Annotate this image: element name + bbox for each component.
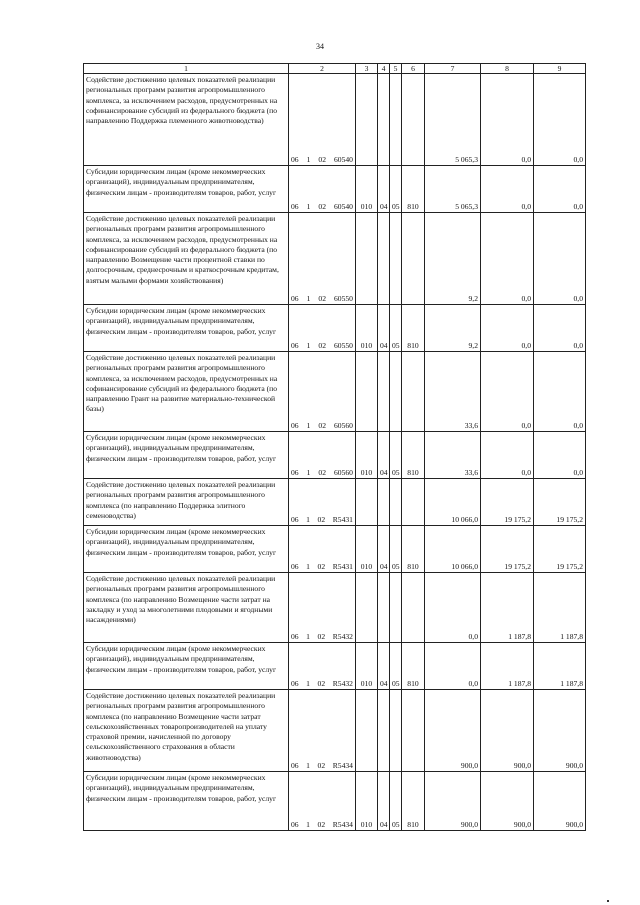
cell-c8: 0,0 (481, 74, 534, 166)
code-part: 02 (317, 819, 326, 829)
code-part: 60550 (333, 293, 353, 303)
code-part: 06 (291, 631, 299, 641)
code-part: 60540 (333, 154, 353, 164)
table-row (84, 74, 586, 166)
code-part: R5432 (332, 678, 353, 688)
cell-c8: 0,0 (481, 432, 534, 479)
page-number: 34 (316, 42, 324, 51)
cell-c7: 0,0 (425, 643, 481, 690)
cell-c5 (390, 74, 402, 166)
cell-c5 (390, 573, 402, 643)
cell-c5: 05 (390, 305, 402, 352)
cell-c8: 0,0 (481, 213, 534, 305)
row-description: Субсидии юридическим лицам (кроме некоммерческих организаций), индивидуальным предпринимателям, физическим лицам - производителям товаров, работ, услуг (84, 772, 289, 831)
cell-c4 (378, 352, 390, 432)
table-row (84, 213, 586, 305)
header-cell: 7 (425, 64, 481, 74)
code-part: 60560 (333, 467, 353, 477)
cell-c3 (356, 690, 378, 772)
row-code (289, 643, 356, 690)
code-part: 1 (306, 514, 310, 524)
cell-c4: 04 (378, 772, 390, 831)
cell-c4: 04 (378, 643, 390, 690)
cell-c9: 0,0 (534, 352, 586, 432)
cell-c6: 810 (402, 432, 425, 479)
cell-c3 (356, 352, 378, 432)
cell-c7: 0,0 (425, 573, 481, 643)
row-code (289, 573, 356, 643)
code-part: 1 (306, 201, 311, 211)
row-description: Содействие достижению целевых показателей реализации региональных программ развития агропромышленного комплекса (по направлению Возмещение части затрат на закладку и уход за многолетними плодовыми и ягодными насаждениями) (84, 573, 289, 643)
row-description: Субсидии юридическим лицам (кроме некоммерческих организаций), индивидуальным предпринимателям, физическим лицам - производителям товаров, работ, услуг (84, 166, 289, 213)
cell-c4 (378, 74, 390, 166)
cell-c3: 010 (356, 772, 378, 831)
cell-c9: 0,0 (534, 213, 586, 305)
budget-table (83, 63, 586, 831)
cell-c7: 9,2 (425, 305, 481, 352)
cell-c6 (402, 479, 425, 526)
header-cell: 9 (534, 64, 586, 74)
code-part: 02 (318, 201, 326, 211)
cell-c4 (378, 213, 390, 305)
code-part: 06 (291, 760, 299, 770)
cell-c4 (378, 479, 390, 526)
code-part: R5434 (332, 819, 353, 829)
row-code (289, 772, 356, 831)
cell-c6 (402, 352, 425, 432)
table-row (84, 643, 586, 690)
cell-c3 (356, 479, 378, 526)
code-part: 60540 (333, 201, 353, 211)
code-part: 02 (318, 467, 326, 477)
header-cell: 3 (356, 64, 378, 74)
cell-c5: 05 (390, 166, 402, 213)
cell-c9: 1 187,8 (534, 573, 586, 643)
row-description: Субсидии юридическим лицам (кроме некоммерческих организаций), индивидуальным предпринимателям, физическим лицам - производителям товаров, работ, услуг (84, 526, 289, 573)
row-code (289, 432, 356, 479)
header-cell: 5 (390, 64, 402, 74)
code-part: 60560 (333, 420, 353, 430)
cell-c5: 05 (390, 772, 402, 831)
table-body (84, 64, 586, 831)
cell-c9: 0,0 (534, 166, 586, 213)
cell-c9: 0,0 (534, 432, 586, 479)
cell-c8: 0,0 (481, 305, 534, 352)
cell-c7: 33,6 (425, 432, 481, 479)
cell-c7: 9,2 (425, 213, 481, 305)
header-row (84, 64, 586, 74)
cell-c3 (356, 213, 378, 305)
cell-c3: 010 (356, 526, 378, 573)
cell-c9: 0,0 (534, 305, 586, 352)
cell-c5 (390, 352, 402, 432)
row-description: Содействие достижению целевых показателей реализации региональных программ развития агропромышленного комплекса, за исключением расходов, предусмотренных на софинансирование субсидий из федерального бюджета (по направлению Поддержка племенного животноводства) (84, 74, 289, 166)
code-part: 1 (306, 561, 310, 571)
code-part: 06 (291, 514, 299, 524)
cell-c3: 010 (356, 166, 378, 213)
code-part: 06 (291, 154, 299, 164)
cell-c4: 04 (378, 305, 390, 352)
code-part: R5431 (332, 514, 353, 524)
cell-c8: 19 175,2 (481, 479, 534, 526)
cell-c6 (402, 573, 425, 643)
cell-c8: 900,0 (481, 690, 534, 772)
code-part: 06 (291, 467, 299, 477)
code-part: 1 (306, 631, 310, 641)
cell-c7: 10 066,0 (425, 526, 481, 573)
cell-c5: 05 (390, 643, 402, 690)
cell-c5 (390, 690, 402, 772)
table-row (84, 352, 586, 432)
cell-c8: 1 187,8 (481, 573, 534, 643)
header-cell: 4 (378, 64, 390, 74)
row-description: Субсидии юридическим лицам (кроме некоммерческих организаций), индивидуальным предпринимателям, физическим лицам - производителям товаров, работ, услуг (84, 432, 289, 479)
cell-c6: 810 (402, 166, 425, 213)
cell-c3: 010 (356, 643, 378, 690)
table-row (84, 573, 586, 643)
header-cell: 1 (84, 64, 289, 74)
row-code (289, 690, 356, 772)
code-part: 02 (318, 293, 326, 303)
code-part: 02 (317, 678, 326, 688)
row-description: Содействие достижению целевых показателей реализации региональных программ развития агропромышленного комплекса, за исключением расходов, предусмотренных на софинансирование субсидий из федерального бюджета (по направлению Возмещение части процентной ставки по долгосрочным, среднесрочным и краткосрочным кредитам, взятым малыми формами хозяйствования) (84, 213, 289, 305)
row-code (289, 479, 356, 526)
code-part: 06 (291, 293, 299, 303)
code-part: 06 (291, 420, 299, 430)
row-description: Субсидии юридическим лицам (кроме некоммерческих организаций), индивидуальным предпринимателям, физическим лицам - производителям товаров, работ, услуг (84, 305, 289, 352)
code-part: 1 (306, 340, 311, 350)
page-mark (607, 900, 609, 902)
code-part: 02 (317, 760, 326, 770)
row-description: Содействие достижению целевых показателей реализации региональных программ развития агропромышленного комплекса (по направлению Возмещение части затрат сельскохозяйственных товаропроизводителей на уплату страховой премии, начисленной по договору сельскохозяйственного страхования в области животноводства) (84, 690, 289, 772)
code-part: 06 (291, 561, 299, 571)
cell-c4 (378, 573, 390, 643)
cell-c6: 810 (402, 526, 425, 573)
code-part: 1 (306, 154, 311, 164)
code-part: 02 (317, 631, 326, 641)
cell-c9: 19 175,2 (534, 479, 586, 526)
cell-c7: 10 066,0 (425, 479, 481, 526)
cell-c5 (390, 479, 402, 526)
table-row (84, 772, 586, 831)
code-part: 06 (291, 201, 299, 211)
code-part: 1 (306, 678, 310, 688)
row-description: Содействие достижению целевых показателей реализации региональных программ развития агропромышленного комплекса, за исключением расходов, предусмотренных на софинансирование субсидий из федерального бюджета (по направлению Грант на развитие материально-технической базы) (84, 352, 289, 432)
header-cell: 2 (289, 64, 356, 74)
code-part: 06 (291, 678, 299, 688)
row-description: Субсидии юридическим лицам (кроме некоммерческих организаций), индивидуальным предпринимателям, физическим лицам - производителям товаров, работ, услуг (84, 643, 289, 690)
cell-c6 (402, 74, 425, 166)
row-code (289, 166, 356, 213)
code-part: R5431 (332, 561, 353, 571)
cell-c7: 33,6 (425, 352, 481, 432)
row-code (289, 305, 356, 352)
code-part: R5432 (332, 631, 353, 641)
code-part: 1 (306, 760, 310, 770)
code-part: 02 (318, 154, 326, 164)
cell-c8: 19 175,2 (481, 526, 534, 573)
cell-c4 (378, 690, 390, 772)
cell-c9: 19 175,2 (534, 526, 586, 573)
code-part: 1 (306, 819, 310, 829)
code-part: 02 (317, 561, 326, 571)
cell-c8: 1 187,8 (481, 643, 534, 690)
cell-c9: 1 187,8 (534, 643, 586, 690)
cell-c8: 0,0 (481, 352, 534, 432)
row-code (289, 526, 356, 573)
cell-c5: 05 (390, 432, 402, 479)
cell-c4: 04 (378, 166, 390, 213)
cell-c7: 5 065,3 (425, 74, 481, 166)
code-part: 1 (306, 293, 311, 303)
code-part: 60550 (333, 340, 353, 350)
row-code (289, 74, 356, 166)
cell-c6 (402, 213, 425, 305)
cell-c9: 900,0 (534, 690, 586, 772)
cell-c6: 810 (402, 772, 425, 831)
header-cell: 8 (481, 64, 534, 74)
code-part: 1 (306, 467, 311, 477)
cell-c7: 5 065,3 (425, 166, 481, 213)
code-part: 1 (306, 420, 311, 430)
code-part: 06 (291, 819, 299, 829)
cell-c5: 05 (390, 526, 402, 573)
cell-c7: 900,0 (425, 772, 481, 831)
row-code (289, 352, 356, 432)
cell-c3 (356, 74, 378, 166)
cell-c5 (390, 213, 402, 305)
cell-c6: 810 (402, 643, 425, 690)
cell-c8: 0,0 (481, 166, 534, 213)
cell-c9: 0,0 (534, 74, 586, 166)
cell-c3: 010 (356, 305, 378, 352)
cell-c6 (402, 690, 425, 772)
header-cell: 6 (402, 64, 425, 74)
cell-c9: 900,0 (534, 772, 586, 831)
cell-c4: 04 (378, 526, 390, 573)
table-row (84, 526, 586, 573)
row-description: Содействие достижению целевых показателей реализации региональных программ развития агропромышленного комплекса (по направлению Поддержка элитного семеноводства) (84, 479, 289, 526)
cell-c7: 900,0 (425, 690, 481, 772)
cell-c6: 810 (402, 305, 425, 352)
cell-c3: 010 (356, 432, 378, 479)
cell-c4: 04 (378, 432, 390, 479)
code-part: 02 (318, 340, 326, 350)
cell-c3 (356, 573, 378, 643)
row-code (289, 213, 356, 305)
code-part: R5434 (332, 760, 353, 770)
code-part: 02 (317, 514, 326, 524)
code-part: 02 (318, 420, 326, 430)
table-row (84, 432, 586, 479)
code-part: 06 (291, 340, 299, 350)
table-row (84, 690, 586, 772)
table-row (84, 479, 586, 526)
cell-c8: 900,0 (481, 772, 534, 831)
table-row (84, 305, 586, 352)
table-row (84, 166, 586, 213)
